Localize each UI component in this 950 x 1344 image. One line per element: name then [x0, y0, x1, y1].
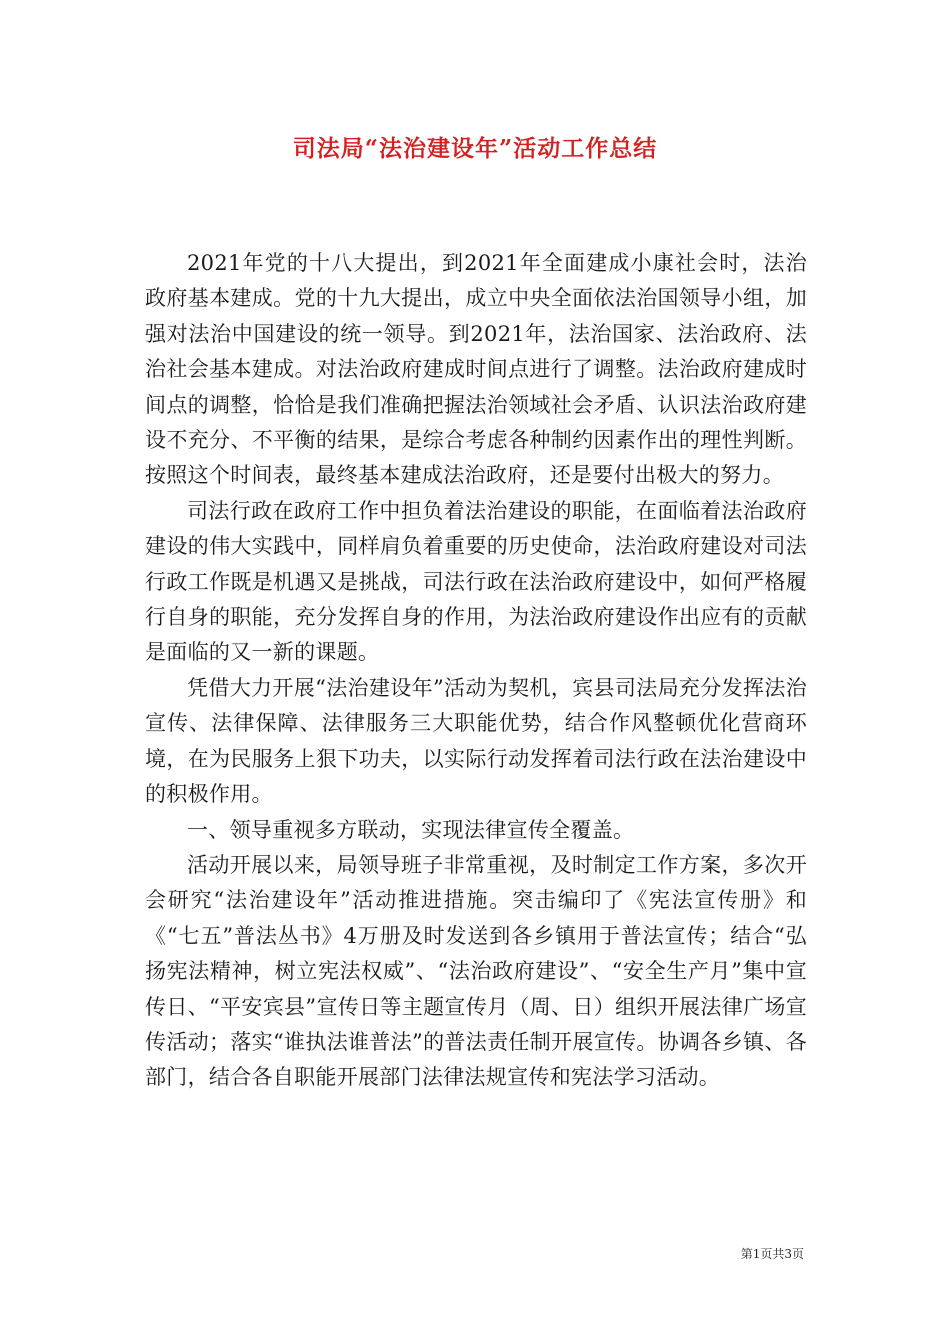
- paragraph-4: 活动开展以来，局领导班子非常重视，及时制定工作方案，多次开会研究“法治建设年”活动推进措施。突击编印了《宪法宣传册》和《“七五”普法丛书》4万册及时发送到各乡镇用于普法宣传；结合“弘扬宪法精神，树立宪法权威”、“法治政府建设”、“安全生产月”集中宣传日、“平安宾县”宣传日等主题宣传月（周、日）组织开展法律广场宣传活动；落实“谁执法谁普法”的普法责任制开展宣传。协调各乡镇、各部门，结合各自职能开展部门法律法规宣传和宪法学习活动。: [145, 852, 807, 1090]
- page-number-footer: 第1页共3页: [740, 1247, 804, 1261]
- section-heading-1: 一、领导重视多方联动，实现法律宣传全覆盖。: [187, 817, 635, 842]
- paragraph-1: 2021年党的十八大提出，到2021年全面建成小康社会时，法治政府基本建成。党的十九大提出，成立中央全面依法治国领导小组，加强对法治中国建设的统一领导。到2021年，法治国家、法治政府、法治社会基本建成。对法治政府建成时间点进行了调整。法治政府建成时间点的调整，恰恰是我们准确把握法治领域社会矛盾、认识法治政府建设不充分、不平衡的结果，是综合考虑各种制约因素作出的理性判断。按照这个时间表，最终基本建成法治政府，还是要付出极大的努力。: [145, 251, 807, 488]
- document-body: [145, 246, 807, 1096]
- document-title: 司法局“法治建设年”活动工作总结: [292, 135, 658, 162]
- paragraph-2: 司法行政在政府工作中担负着法治建设的职能，在面临着法治政府建设的伟大实践中，同样肩负着重要的历史使命，法治政府建设对司法行政工作既是机遇又是挑战，司法行政在法治政府建设中，如何严格履行自身的职能，充分发挥自身的作用，为法治政府建设作出应有的贡献是面临的又一新的课题。: [145, 498, 807, 665]
- paragraph-3: 凭借大力开展“法治建设年”活动为契机，宾县司法局充分发挥法治宣传、法律保障、法律服务三大职能优势，结合作风整顿优化营商环境，在为民服务上狠下功夫，以实际行动发挥着司法行政在法治建设中的积极作用。: [145, 675, 807, 807]
